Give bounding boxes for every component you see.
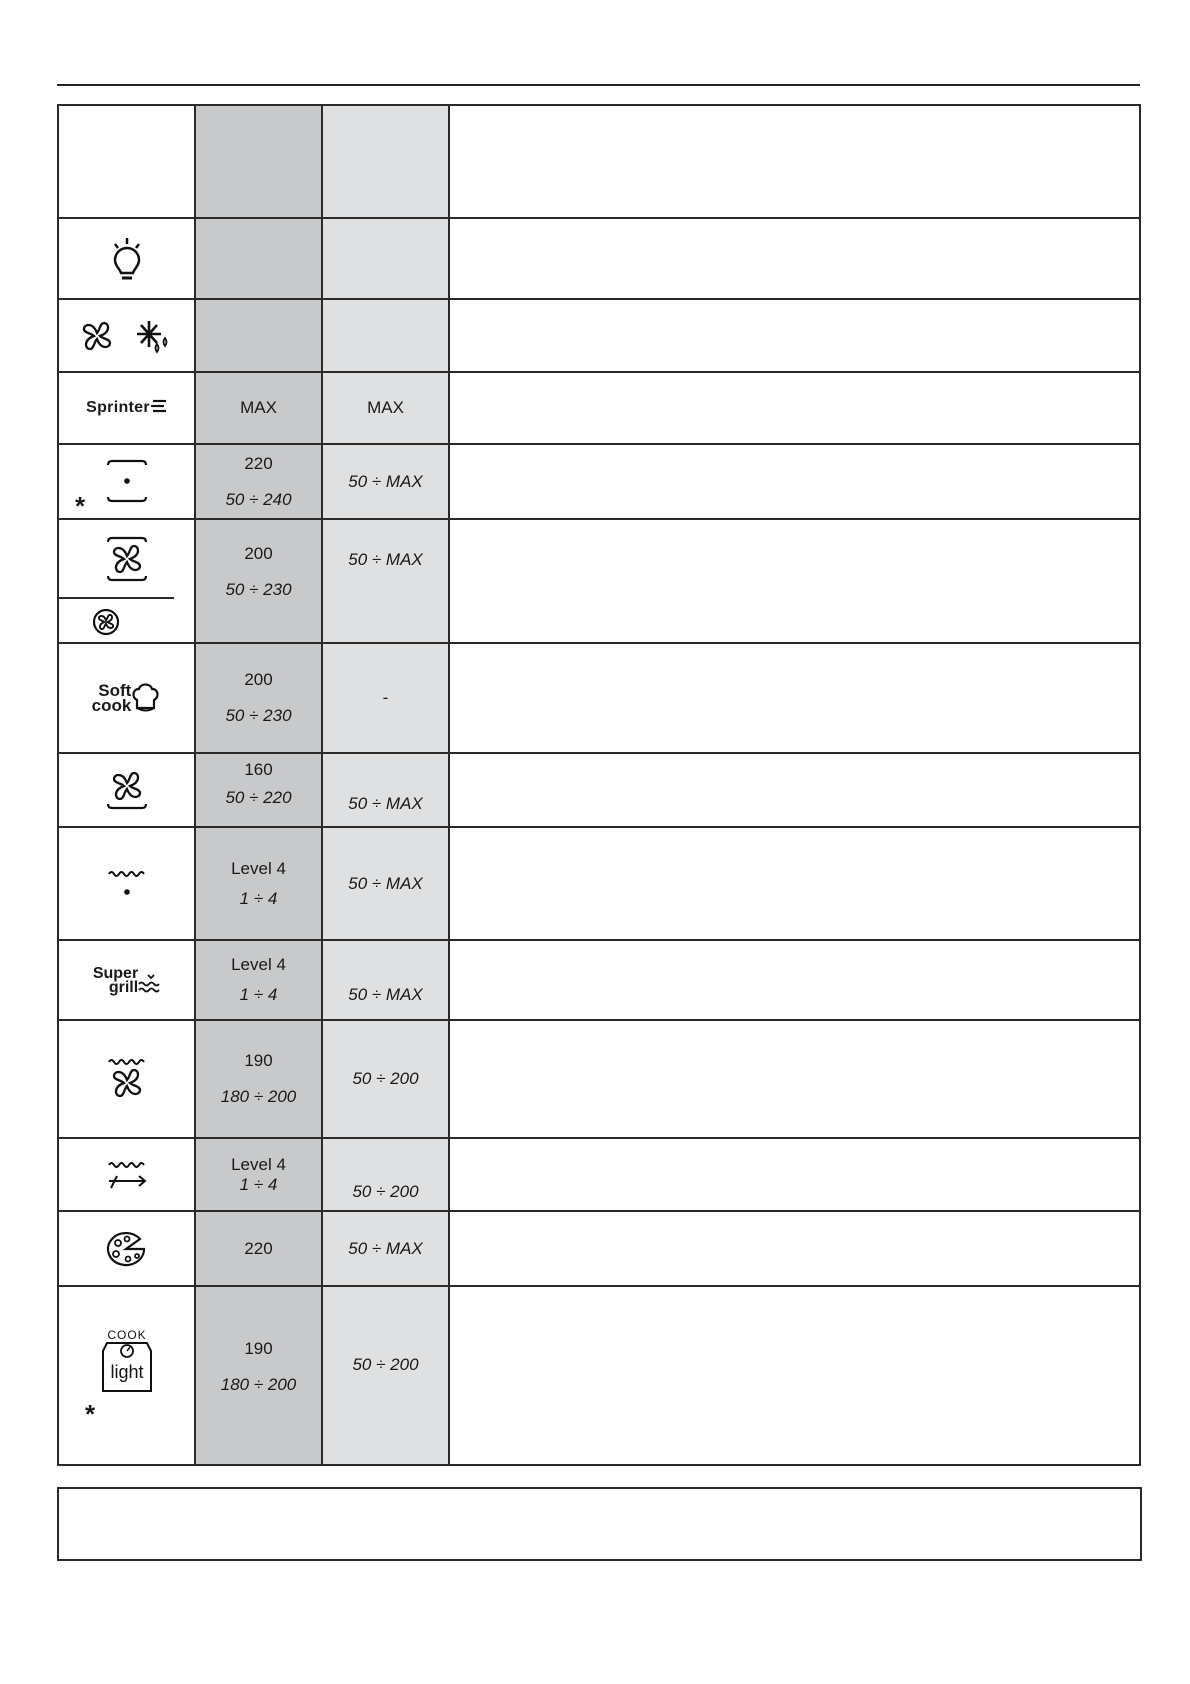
- temp-value: 190: [244, 1051, 273, 1070]
- temp-range: 180 ÷ 200: [220, 1375, 297, 1394]
- fan-grill-temp: [195, 1020, 322, 1138]
- cook-light-icon: [99, 1327, 155, 1397]
- conventional-range: [322, 444, 449, 519]
- table-row-fan-grill: [58, 1020, 1140, 1138]
- temp-value: 190: [244, 1339, 273, 1358]
- grill-temp: [195, 827, 322, 940]
- soft-cook-description: [449, 643, 1140, 753]
- fan-grill-description: [449, 1020, 1140, 1138]
- oven-functions-table: [57, 104, 1141, 1466]
- table-row-soft-cook: [58, 643, 1140, 753]
- temp-value: Level 4: [231, 1154, 286, 1174]
- temp-value: Level 4: [231, 858, 286, 878]
- icon-cell-defrost: [58, 299, 195, 372]
- header-range-cell: [322, 105, 449, 218]
- range-value: 50 ÷ MAX: [348, 471, 423, 491]
- header-icon-cell: [58, 105, 195, 218]
- table-row-grill: [58, 827, 1140, 940]
- grill-icon: [105, 866, 149, 902]
- pizza-icon: [104, 1229, 150, 1269]
- icon-cell-grill: [58, 827, 195, 940]
- fan-forced-icon: [102, 534, 152, 584]
- range-value: 50 ÷ MAX: [348, 873, 423, 893]
- fan-forced-temp: [195, 519, 322, 643]
- rotisserie-description: [449, 1138, 1140, 1211]
- fan-bottom-temp: [195, 753, 322, 827]
- super-grill-range: [322, 940, 449, 1020]
- sprinter-icon: Sprinter: [86, 399, 150, 416]
- range-value: 50 ÷ MAX: [348, 985, 423, 1004]
- range-value: 50 ÷ 200: [352, 1182, 419, 1201]
- asterisk-note: *: [75, 491, 86, 521]
- fan-grill-range: [322, 1020, 449, 1138]
- temp-range: 50 ÷ 230: [225, 706, 292, 725]
- asterisk-note: *: [85, 1399, 96, 1429]
- defrost-icon: [77, 316, 177, 356]
- table-row-fan-forced: [58, 519, 1140, 643]
- lamp-range: [322, 218, 449, 299]
- icon-cell-cook-light: [58, 1286, 195, 1465]
- temp-value: 200: [244, 544, 273, 563]
- temp-range: 50 ÷ 240: [225, 489, 292, 509]
- table-row-lamp: [58, 218, 1140, 299]
- speed-lines-icon: [151, 399, 167, 413]
- icon-cell-super-grill: [58, 940, 195, 1020]
- temp-value: 220: [244, 453, 273, 473]
- table-row-defrost: [58, 299, 1140, 372]
- temp-value: MAX: [240, 398, 277, 417]
- temp-range: 1 ÷ 4: [239, 888, 278, 908]
- range-value: 50 ÷ 200: [352, 1355, 419, 1374]
- grill-label: grill: [108, 979, 139, 996]
- header-description-cell: [449, 105, 1140, 218]
- pizza-range: [322, 1211, 449, 1286]
- fan-ring-icon: [91, 607, 121, 637]
- icon-cell-lamp: [58, 218, 195, 299]
- pizza-temp: [195, 1211, 322, 1286]
- temp-range: 50 ÷ 230: [225, 580, 292, 599]
- light-label: light: [109, 1362, 144, 1382]
- super-grill-temp: [195, 940, 322, 1020]
- top-rule: [57, 84, 1140, 86]
- soft-label: Soft: [98, 681, 132, 700]
- cook-light-description: [449, 1286, 1140, 1465]
- table-row-cook-light: [58, 1286, 1140, 1465]
- header-temp-cell: [195, 105, 322, 218]
- grill-description: [449, 827, 1140, 940]
- temp-range: 1 ÷ 4: [239, 1174, 278, 1194]
- icon-cell-fan-forced: [58, 519, 195, 643]
- range-value: 50 ÷ MAX: [348, 1238, 423, 1258]
- footnote-box: [57, 1487, 1142, 1561]
- icon-cell-sprinter: [58, 372, 195, 444]
- table-row-conventional: [58, 444, 1140, 519]
- cook-light-range: [322, 1286, 449, 1465]
- temp-value: Level 4: [231, 955, 286, 974]
- sprinter-description: [449, 372, 1140, 444]
- table-row-fan-bottom: [58, 753, 1140, 827]
- cook-label: cook: [91, 696, 132, 715]
- super-grill-description: [449, 940, 1140, 1020]
- icon-cell-pizza: [58, 1211, 195, 1286]
- rotisserie-icon: [105, 1157, 149, 1193]
- icon-cell-rotisserie: [58, 1138, 195, 1211]
- fan-forced-range: [322, 519, 449, 643]
- cell-divider: [59, 597, 174, 599]
- table-row-sprinter: [58, 372, 1140, 444]
- defrost-description: [449, 299, 1140, 372]
- cook-light-temp: [195, 1286, 322, 1465]
- conventional-temp: [195, 444, 322, 519]
- table-row-super-grill: [58, 940, 1140, 1020]
- table-row-pizza: [58, 1211, 1140, 1286]
- temp-range: 1 ÷ 4: [239, 985, 278, 1004]
- range-value: 50 ÷ 200: [352, 1069, 419, 1088]
- pizza-description: [449, 1211, 1140, 1286]
- fan-grill-icon: [105, 1055, 149, 1103]
- range-value: 50 ÷ MAX: [348, 794, 423, 813]
- chef-hat-icon: [131, 682, 161, 714]
- defrost-range: [322, 299, 449, 372]
- temp-value: 200: [244, 670, 273, 689]
- icon-cell-soft-cook: [58, 643, 195, 753]
- icon-cell-fan-bottom: [58, 753, 195, 827]
- range-value: 50 ÷ MAX: [348, 550, 423, 569]
- soft-cook-icon: [92, 682, 162, 714]
- soft-cook-range: [322, 643, 449, 753]
- table-row-rotisserie: [58, 1138, 1140, 1211]
- rotisserie-range: [322, 1138, 449, 1211]
- cook-label: COOK: [106, 1328, 147, 1342]
- defrost-temp: [195, 299, 322, 372]
- range-value: -: [382, 688, 389, 707]
- lamp-description: [449, 218, 1140, 299]
- fan-forced-description: [449, 519, 1140, 643]
- grill-range: [322, 827, 449, 940]
- super-label: Super: [92, 965, 139, 982]
- temp-value: 220: [244, 1238, 273, 1258]
- sprinter-range: [322, 372, 449, 444]
- icon-cell-conventional: [58, 444, 195, 519]
- grill-waves-icon: [138, 971, 160, 995]
- rotisserie-temp: [195, 1138, 322, 1211]
- temp-value: 160: [244, 760, 273, 779]
- fan-bottom-range: [322, 753, 449, 827]
- conventional-icon: [102, 457, 152, 507]
- icon-cell-fan-grill: [58, 1020, 195, 1138]
- table-row-header: [58, 105, 1140, 218]
- soft-cook-temp: [195, 643, 322, 753]
- fan-bottom-description: [449, 753, 1140, 827]
- fan-bottom-icon: [102, 768, 152, 812]
- temp-range: 180 ÷ 200: [220, 1087, 297, 1106]
- temp-range: 50 ÷ 220: [225, 788, 292, 807]
- super-grill-icon: [93, 967, 160, 995]
- sprinter-temp: [195, 372, 322, 444]
- conventional-description: [449, 444, 1140, 519]
- lamp-icon: [105, 236, 149, 282]
- lamp-temp: [195, 218, 322, 299]
- range-value: MAX: [367, 398, 404, 417]
